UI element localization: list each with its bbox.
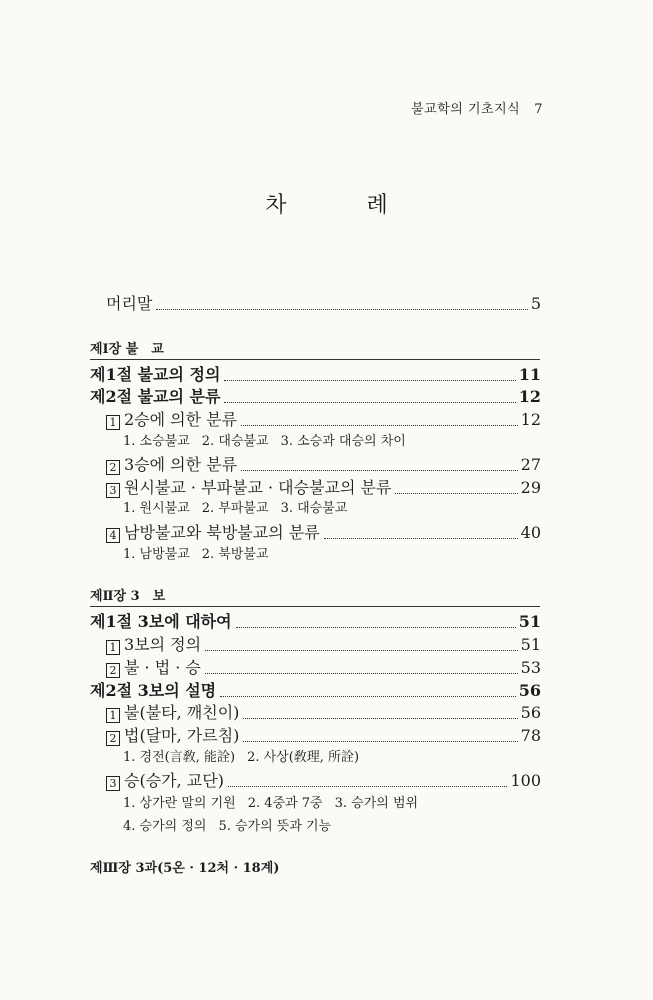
- header-title: 불교학의 기초지식: [411, 102, 521, 117]
- header-page-number: 7: [534, 102, 543, 117]
- chapter-2-title: 제Ⅱ장 3 보: [90, 589, 166, 604]
- entry-label: 제2절 불교의 분류: [90, 387, 221, 406]
- number-box: 2: [106, 460, 120, 475]
- subtopic: 2. 4중과 7중: [247, 796, 323, 811]
- leader-dots: [236, 626, 516, 628]
- leader-dots: [224, 379, 515, 381]
- toc-entry-ch2-item1: [106, 632, 541, 655]
- chapter-3-title: 제Ⅲ장 3과(5온 · 12처 · 18계): [90, 861, 280, 876]
- toc-entry-ch2-item5: [106, 768, 541, 791]
- leader-dots: [243, 717, 517, 719]
- entry-page: 29: [520, 478, 541, 497]
- toc-title: [0, 188, 653, 219]
- leader-dots: [243, 740, 517, 742]
- subtopic: 1. 소승불교: [123, 434, 190, 449]
- subtopic: 5. 승가의 뜻과 기능: [218, 819, 332, 834]
- toc-entry-ch1-item4: [106, 520, 541, 543]
- toc-title-char-2: 례: [366, 193, 388, 218]
- entry-label: 3보의 정의: [124, 635, 202, 654]
- toc-entry-ch2-sec1: [90, 609, 541, 632]
- toc-title-char-1: 차: [265, 193, 287, 218]
- subtopic: 1. 남방불교: [123, 547, 190, 562]
- subtopic: 1. 경전(言敎, 能詮): [123, 750, 236, 765]
- leader-dots: [241, 424, 518, 426]
- entry-label: 불(불타, 깨친이): [124, 703, 240, 722]
- entry-page: 51: [520, 635, 541, 654]
- entry-label: 불 · 법 · 승: [124, 658, 201, 677]
- entry-label: 머리말: [106, 294, 153, 313]
- entry-label: 2승에 의한 분류: [124, 410, 238, 429]
- running-header: [411, 98, 543, 117]
- toc-entry-ch2-item2: [106, 655, 541, 678]
- entry-page: 40: [520, 523, 541, 542]
- toc-entry-ch1-item3: [106, 475, 541, 498]
- ch2-item5-subtopics-b: [123, 815, 343, 834]
- toc-entry-ch1-sec1: [90, 362, 541, 385]
- ch1-item3-subtopics: [123, 497, 359, 516]
- leader-dots: [220, 695, 516, 697]
- number-box: 2: [106, 731, 120, 746]
- number-box: 1: [106, 708, 120, 723]
- subtopic: 2. 사상(敎理, 所詮): [247, 750, 360, 765]
- toc-entry-ch2-sec2: [90, 678, 541, 701]
- entry-page: 53: [520, 658, 541, 677]
- leader-dots: [156, 308, 527, 310]
- subtopic: 2. 부파불교: [201, 501, 269, 516]
- subtopic: 1. 원시불교: [123, 501, 190, 516]
- leader-dots: [241, 469, 518, 471]
- entry-label: 법(달마, 가르침): [124, 726, 240, 745]
- subtopic: 4. 승가의 정의: [123, 819, 207, 834]
- leader-dots: [224, 401, 515, 403]
- entry-label: 남방불교와 북방불교의 분류: [124, 523, 320, 542]
- number-box: 3: [106, 776, 120, 791]
- leader-dots: [324, 537, 518, 539]
- number-box: 3: [106, 483, 120, 498]
- ch1-item4-subtopics: [123, 543, 281, 562]
- number-box: 1: [106, 640, 120, 655]
- subtopic: 1. 상가란 말의 기원: [123, 796, 236, 811]
- entry-page: 12: [518, 387, 541, 406]
- entry-page: 78: [520, 726, 541, 745]
- number-box: 2: [106, 663, 120, 678]
- entry-label: 제1절 불교의 정의: [90, 365, 221, 384]
- subtopic: 2. 북방불교: [201, 547, 269, 562]
- chapter-1-rule: [90, 359, 540, 360]
- chapter-1-title: 제Ⅰ장 불 교: [90, 342, 164, 357]
- subtopic: 3. 소승과 대승의 차이: [280, 434, 406, 449]
- toc-entry-ch2-item4: [106, 723, 541, 746]
- leader-dots: [205, 649, 518, 651]
- entry-page: 100: [510, 771, 541, 790]
- entry-page: 56: [518, 681, 541, 700]
- entry-label: 승(승가, 교단): [124, 771, 224, 790]
- entry-label: 원시불교 · 부파불교 · 대승불교의 분류: [124, 478, 392, 497]
- ch2-item4-subtopics: [123, 746, 371, 765]
- entry-page: 5: [530, 294, 541, 313]
- entry-page: 11: [518, 365, 541, 384]
- toc-entry-ch1-sec2: [90, 384, 541, 407]
- entry-page: 56: [520, 703, 541, 722]
- entry-page: 12: [520, 410, 541, 429]
- chapter-2-rule: [90, 606, 540, 607]
- number-box: 1: [106, 415, 120, 430]
- entry-label: 제1절 3보에 대하여: [90, 612, 232, 631]
- leader-dots: [205, 672, 518, 674]
- toc-entry-ch1-item1: [106, 407, 541, 430]
- leader-dots: [228, 785, 508, 787]
- entry-page: 51: [518, 612, 541, 631]
- entry-label: 제2절 3보의 설명: [90, 681, 217, 700]
- number-box: 4: [106, 528, 120, 543]
- entry-label: 3승에 의한 분류: [124, 455, 238, 474]
- toc-entry-ch2-item3: [106, 700, 541, 723]
- leader-dots: [395, 492, 517, 494]
- entry-page: 27: [520, 455, 541, 474]
- ch1-item1-subtopics: [123, 430, 418, 449]
- subtopic: 3. 승가의 범위: [334, 796, 419, 811]
- ch2-item5-subtopics-a: [123, 792, 430, 811]
- toc-entry-preface: [106, 291, 541, 314]
- toc-entry-ch1-item2: [106, 452, 541, 475]
- subtopic: 3. 대승불교: [280, 501, 348, 516]
- subtopic: 2. 대승불교: [201, 434, 269, 449]
